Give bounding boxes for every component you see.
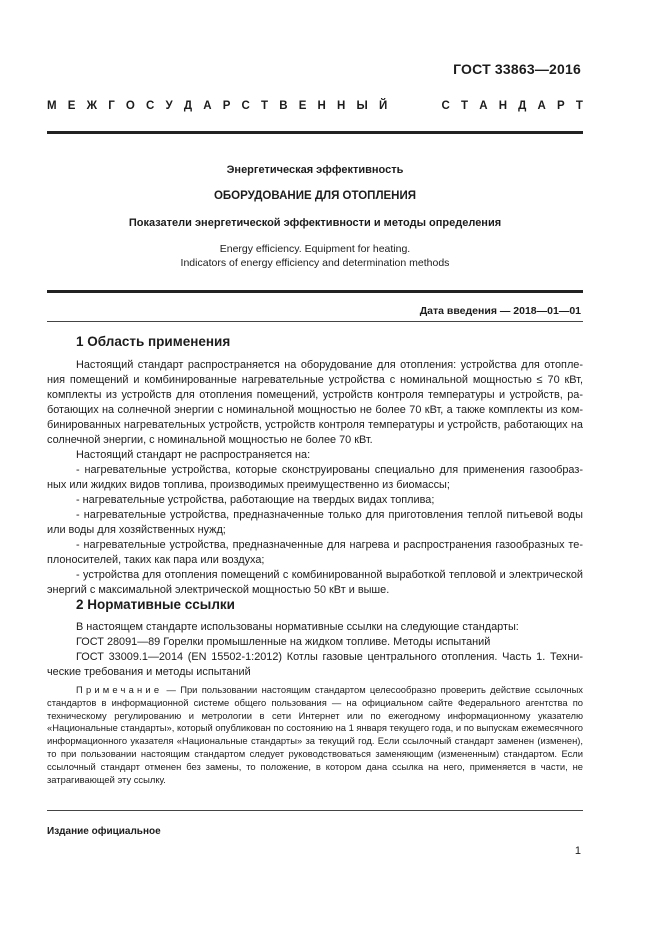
section-1-heading: 1 Область применения [76,334,231,349]
interstate-standard-title [47,100,583,112]
reference-item: ГОСТ 33009.1—2014 (EN 15502-1:2012) Котлы газовые центрального отопления. Часть 1. Технические требования и методы испытаний [47,651,583,678]
english-title [47,242,583,270]
note-label: Примечание [76,684,163,695]
scope-paragraph: Настоящий стандарт распространяется на оборудование для отопления: устройства для отопления помещений и комбинированные нагревательные устройства с номинальной мощностью ≤ 70 кВт, комплекты из устройств для отопления помещений, устройств контроля температуры и устройств, работающих на солнечной энергии с номинальной мощностью не более 70 кВт, а также комплекты из комбинированных нагревательных устройств, устройств контроля температуры и устройств, работающих на солнечной энергии, с номинальной мощностью не более 70 кВт. [47,359,583,446]
title-line-3: Показатели энергетической эффективности и методы определения [128,217,502,229]
title-letter: Д [183,100,193,112]
title-line-2: ОБОРУДОВАНИЕ ДЛЯ ОТОПЛЕНИЯ [213,190,417,202]
title-letter: С [146,100,155,112]
exclusion-item: - нагревательные устройства, предназначенные для нагрева и распространения газообразных теплоносителей, таких как пара или воздуха; [47,539,583,566]
title-letter: У [165,100,173,112]
title-letter: Р [222,100,231,112]
title-letter: Ы [356,100,368,112]
title-line-1: Энергетическая эффективность [226,164,404,176]
title-letter: Д [518,100,527,112]
title-letter: А [203,100,212,112]
exclusion-item: - устройства для отопления помещений с комбинированной выработкой тепловой и электрической энергий с максимальной электрической мощностью 50 кВт и выше. [47,569,583,596]
title-letter [398,100,401,112]
title-letter: Т [575,100,583,112]
page-number: 1 [574,845,581,857]
standard-number: ГОСТ 33863—2016 [453,61,581,77]
title-letter: С [441,100,450,112]
section-2-heading: 2 Нормативные ссылки [76,597,235,612]
title-letter: А [537,100,546,112]
introduction-date: Дата введения — 2018—01—01 [419,305,581,317]
title-letter: С [241,100,250,112]
note-text: — При пользовании настоящим стандартом целесообразно проверить действие ссылочных стандартов в информационной системе общего пользования — на официальном сайте Федерального агентства по техническому регулированию и метрологии в сети Интернет или по ежегодному информационному указателю «Национальные стандарты», который опубликован по состоянию на 1 января текущего года, и по выпускам ежемесячного информационного указателя «Национальные стандарты» за текущий год. Если ссылочный стандарт заменен (изменен), то при пользовании настоящим стандартом следует руководствоваться заменяющим (измененным) стандартом. Если ссылочный стандарт отменен без замены, то положение, в котором дана ссылка на него, применяется в части, не затрагивающей эту ссылку. [47,684,583,785]
title-letter: Е [298,100,307,112]
title-letter: Н [317,100,326,112]
references-intro: В настоящем стандарте использованы нормативные ссылки на следующие стандарты: [76,621,519,633]
title-letter: О [125,100,135,112]
title-letter: Т [461,100,469,112]
exclusion-item: - нагревательные устройства, которые сконструированы специально для применения газообразных или жидких видов топлива, производимых преимущественно из биомассы; [47,464,583,491]
exclusion-item: - нагревательные устройства, предназначенные только для приготовления теплой питьевой воды или воды для хозяйственных нужд; [47,509,583,536]
title-letter: А [479,100,488,112]
english-title-line-1: Energy efficiency. Equipment for heating. [219,243,411,255]
title-letter: Г [108,100,115,112]
title-letter: Й [378,100,388,112]
section-1-body [47,358,583,598]
official-edition-label: Издание официальное [47,826,161,837]
english-title-line-2: Indicators of energy efficiency and determination methods [180,257,450,269]
title-letter: Н [498,100,507,112]
title-letter: Е [67,100,76,112]
footer-divider [47,810,583,811]
title-divider [47,290,583,293]
intro-divider [47,321,583,322]
title-letter [427,100,430,112]
title-letter [413,100,416,112]
title-letter: Н [337,100,346,112]
title-letter: Т [261,100,269,112]
title-letter: Ж [86,100,98,112]
section-2-body [47,620,583,680]
exclusion-item: - нагревательные устройства, работающие на твердых видах топлива; [76,494,435,506]
note-paragraph [47,684,583,786]
reference-item: ГОСТ 28091—89 Горелки промышленные на жидком топливе. Методы испытаний [76,636,491,648]
note-block [47,684,583,786]
header-divider [47,131,583,134]
exclusions-intro: Настоящий стандарт не распространяется на: [76,449,311,461]
title-letter: Р [557,100,565,112]
title-letter: М [47,100,57,112]
title-letter: В [279,100,288,112]
